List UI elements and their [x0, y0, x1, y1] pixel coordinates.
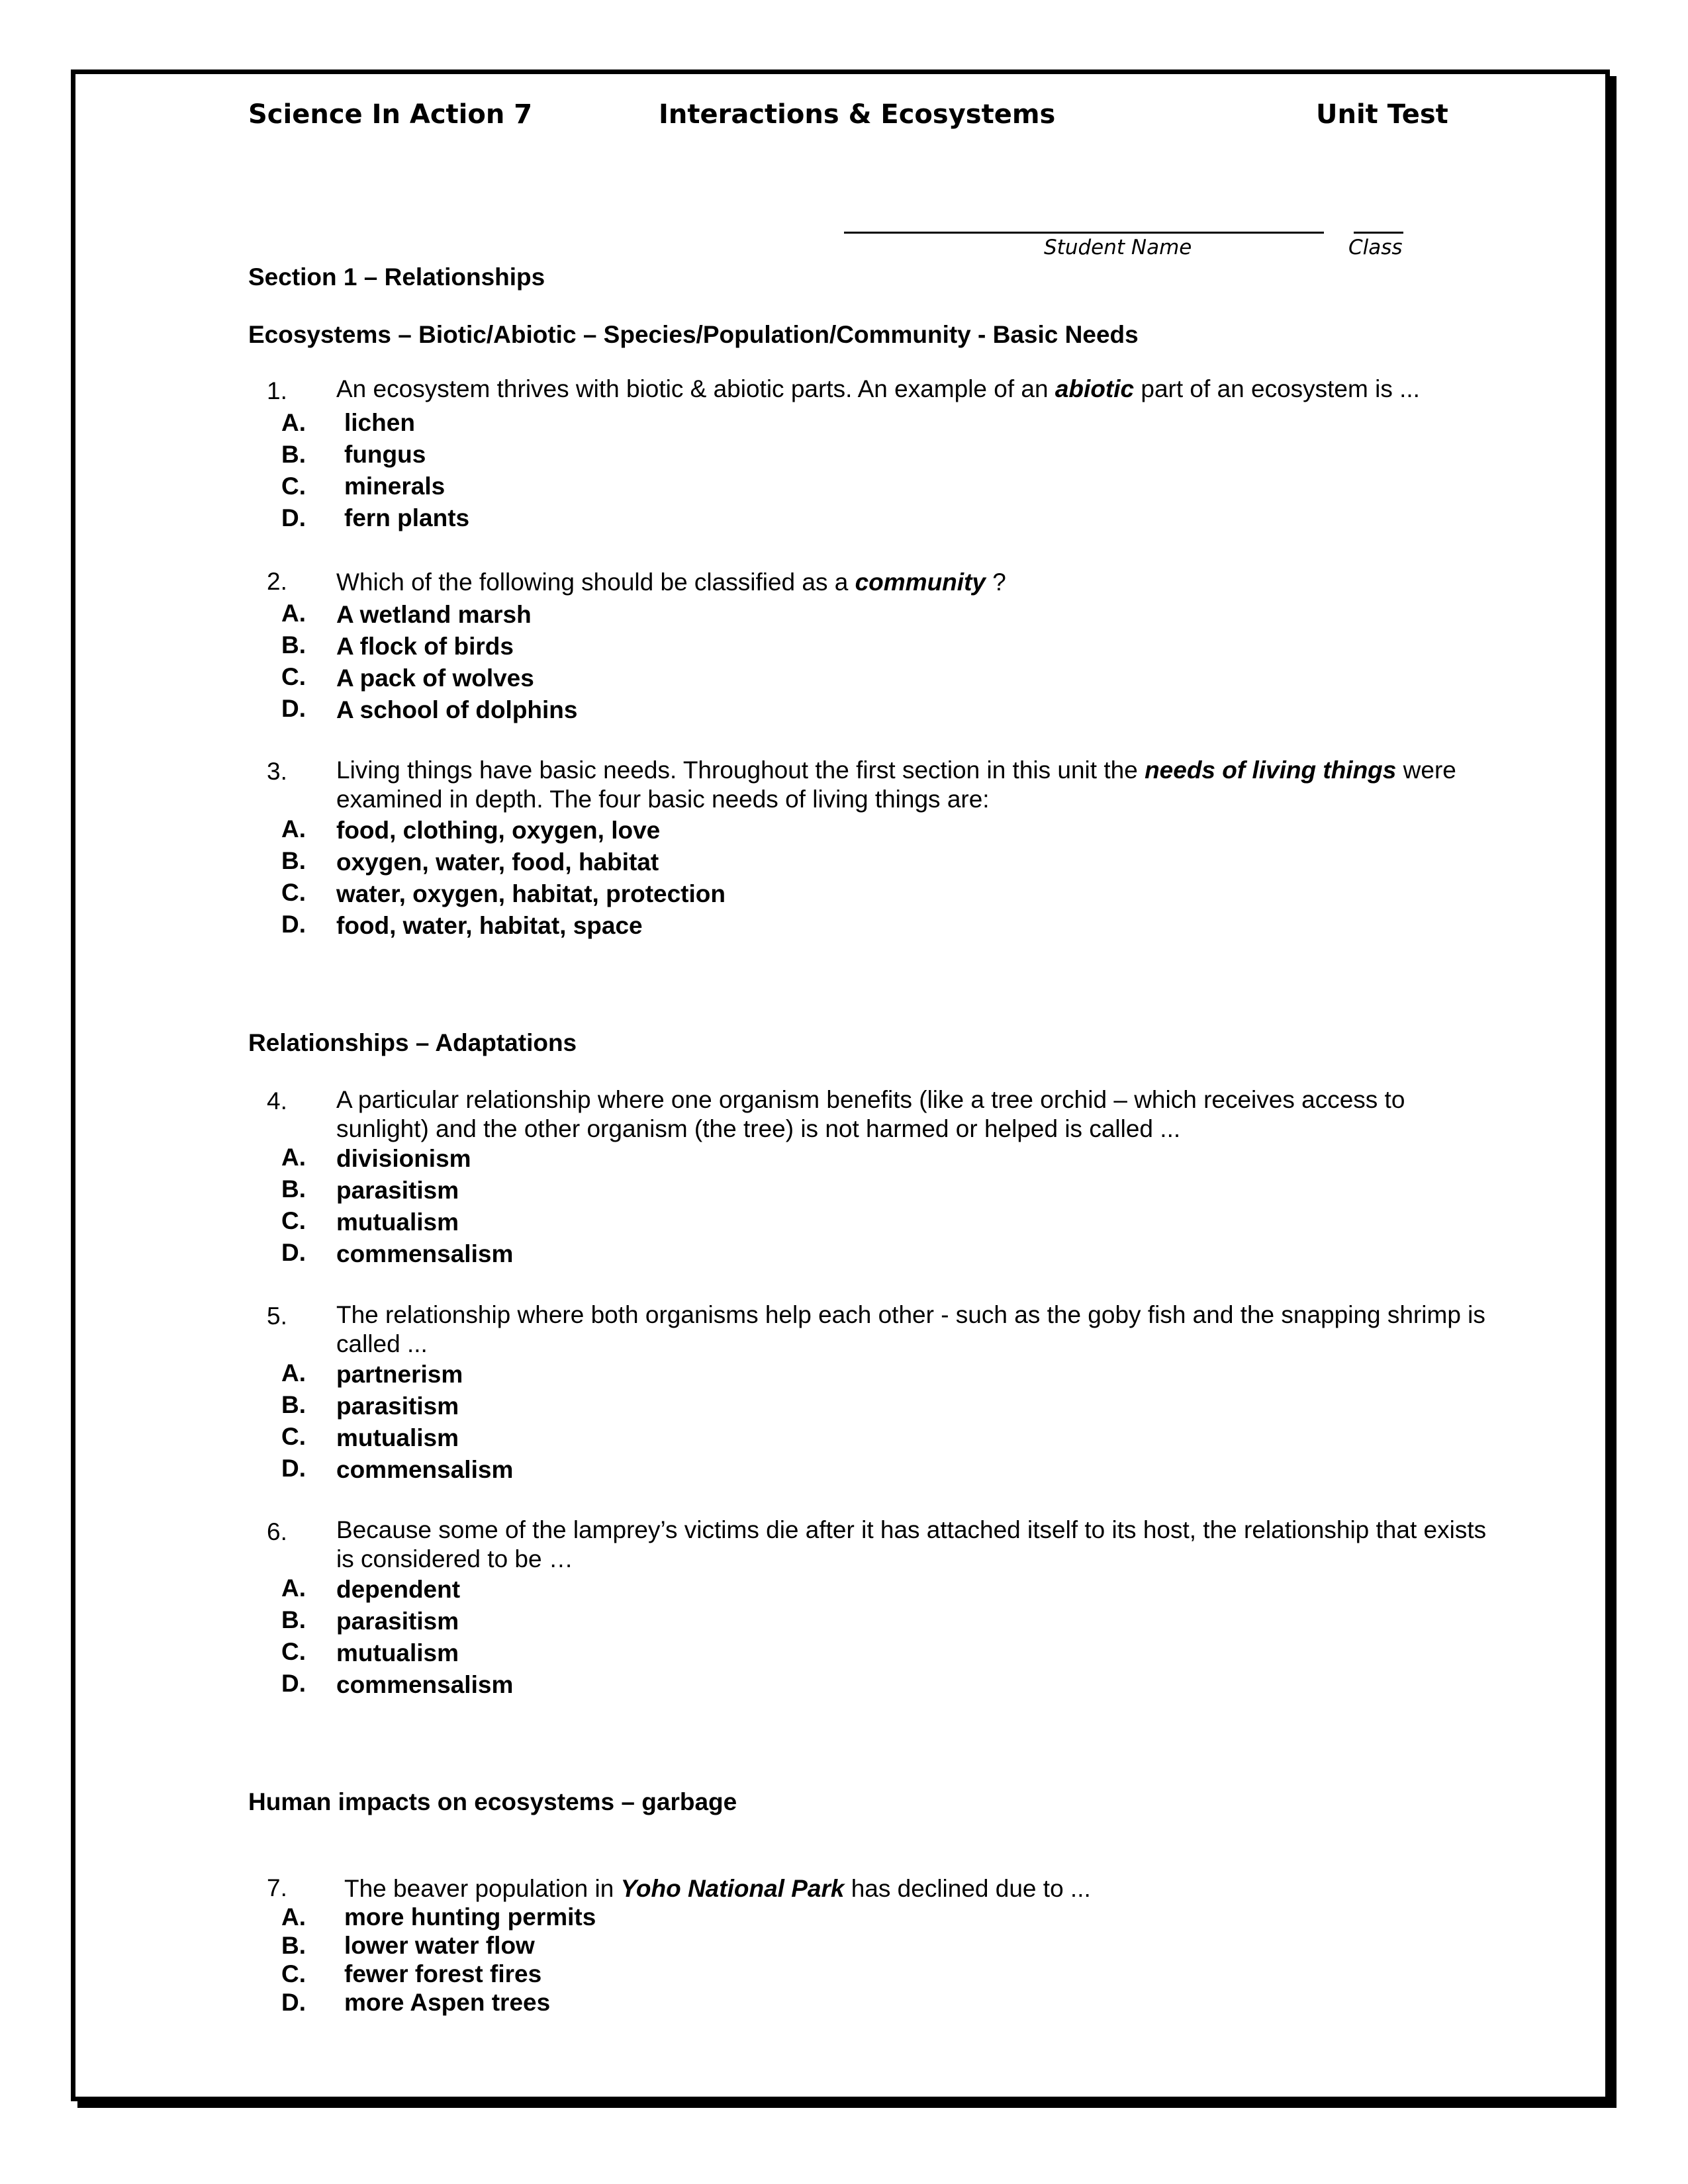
- question-text: Which of the following should be classified as a community ?: [336, 569, 1006, 596]
- option-text[interactable]: food, water, habitat, space: [336, 912, 643, 939]
- option-letter: A.: [281, 1574, 306, 1602]
- option-letter: B.: [281, 1175, 306, 1203]
- option-text[interactable]: food, clothing, oxygen, love: [336, 817, 661, 844]
- question-text: Because some of the lamprey’s victims die after it has attached itself to its host, the relationship that exists is considered to be …: [336, 1516, 1487, 1572]
- option-letter: D.: [281, 1239, 306, 1266]
- option-text[interactable]: fern plants: [344, 504, 470, 531]
- option-letter: D.: [281, 1989, 306, 2016]
- option-letter: D.: [281, 695, 306, 722]
- option-letter: B.: [281, 1932, 306, 1959]
- option-text[interactable]: A flock of birds: [336, 633, 514, 660]
- question-number: 4.: [267, 1087, 287, 1115]
- question-text: Living things have basic needs. Throughout the first section in this unit the needs of living things were examined in depth. The four basic needs of living things are:: [336, 756, 1456, 813]
- option-text[interactable]: mutualism: [336, 1208, 459, 1236]
- student-name-field[interactable]: [844, 232, 1324, 234]
- option-text[interactable]: dependent: [336, 1576, 461, 1603]
- option-text[interactable]: more Aspen trees: [344, 1989, 551, 2016]
- class-caption: Class: [1348, 236, 1403, 259]
- option-letter: B.: [281, 847, 306, 874]
- option-letter: C.: [281, 1960, 306, 1987]
- test-type: Unit Test: [1316, 99, 1448, 130]
- option-letter: B.: [281, 631, 306, 659]
- option-letter: A.: [281, 600, 306, 627]
- option-text[interactable]: mutualism: [336, 1424, 459, 1451]
- option-text[interactable]: fewer forest fires: [344, 1960, 542, 1987]
- option-letter: D.: [281, 1455, 306, 1482]
- option-text[interactable]: commensalism: [336, 1456, 514, 1483]
- option-letter: C.: [281, 663, 306, 690]
- option-text[interactable]: fungus: [344, 441, 426, 468]
- subheading-relationships: Relationships – Adaptations: [248, 1029, 577, 1056]
- question-text: The beaver population in Yoho National Park has declined due to ...: [344, 1875, 1091, 1902]
- option-letter: A.: [281, 1903, 306, 1931]
- option-letter: C.: [281, 1423, 306, 1450]
- unit-title: Interactions & Ecosystems: [659, 99, 1056, 130]
- question-number: 2.: [267, 568, 287, 595]
- option-letter: A.: [281, 1359, 306, 1387]
- subheading-human-impacts: Human impacts on ecosystems – garbage: [248, 1788, 737, 1815]
- option-text[interactable]: commensalism: [336, 1240, 514, 1267]
- option-text[interactable]: oxygen, water, food, habitat: [336, 848, 659, 876]
- option-text[interactable]: divisionism: [336, 1145, 471, 1172]
- option-letter: C.: [281, 879, 306, 906]
- option-text[interactable]: parasitism: [336, 1608, 459, 1635]
- option-letter: B.: [281, 441, 306, 468]
- option-text[interactable]: A wetland marsh: [336, 601, 532, 628]
- subheading-ecosystems: Ecosystems – Biotic/Abiotic – Species/Population/Community - Basic Needs: [248, 321, 1139, 348]
- question-number: 1.: [267, 377, 287, 404]
- option-letter: D.: [281, 504, 306, 531]
- question-number: 5.: [267, 1302, 287, 1330]
- option-letter: B.: [281, 1606, 306, 1633]
- question-text: The relationship where both organisms help each other - such as the goby fish and the snapping shrimp is called ...: [336, 1301, 1485, 1357]
- option-text[interactable]: lower water flow: [344, 1932, 535, 1959]
- question-number: 7.: [267, 1874, 287, 1901]
- option-letter: C.: [281, 473, 306, 500]
- question-number: 6.: [267, 1518, 287, 1545]
- option-text[interactable]: more hunting permits: [344, 1903, 596, 1931]
- option-text[interactable]: A school of dolphins: [336, 696, 578, 723]
- option-text[interactable]: A pack of wolves: [336, 664, 534, 692]
- section-heading: Section 1 – Relationships: [248, 263, 545, 291]
- option-text[interactable]: mutualism: [336, 1639, 459, 1666]
- option-text[interactable]: lichen: [344, 409, 415, 436]
- course-title: Science In Action 7: [248, 99, 533, 130]
- option-letter: B.: [281, 1391, 306, 1418]
- option-text[interactable]: parasitism: [336, 1392, 459, 1420]
- student-name-caption: Student Name: [1044, 236, 1192, 259]
- option-text[interactable]: minerals: [344, 473, 445, 500]
- option-text[interactable]: parasitism: [336, 1177, 459, 1204]
- option-letter: A.: [281, 815, 306, 842]
- option-letter: A.: [281, 1144, 306, 1171]
- option-letter: C.: [281, 1638, 306, 1665]
- question-number: 3.: [267, 758, 287, 785]
- option-text[interactable]: partnerism: [336, 1361, 463, 1388]
- option-letter: A.: [281, 409, 306, 436]
- class-field[interactable]: [1354, 232, 1403, 234]
- option-letter: D.: [281, 1670, 306, 1697]
- option-text[interactable]: water, oxygen, habitat, protection: [336, 880, 726, 907]
- option-letter: D.: [281, 911, 306, 938]
- option-text[interactable]: commensalism: [336, 1671, 514, 1698]
- question-text: An ecosystem thrives with biotic & abiotic parts. An example of an abiotic part of an ecosystem is ...: [336, 375, 1420, 402]
- question-text: A particular relationship where one organism benefits (like a tree orchid – which receives access to sunlight) and the other organism (the tree) is not harmed or helped is called ...: [336, 1086, 1405, 1142]
- option-letter: C.: [281, 1207, 306, 1234]
